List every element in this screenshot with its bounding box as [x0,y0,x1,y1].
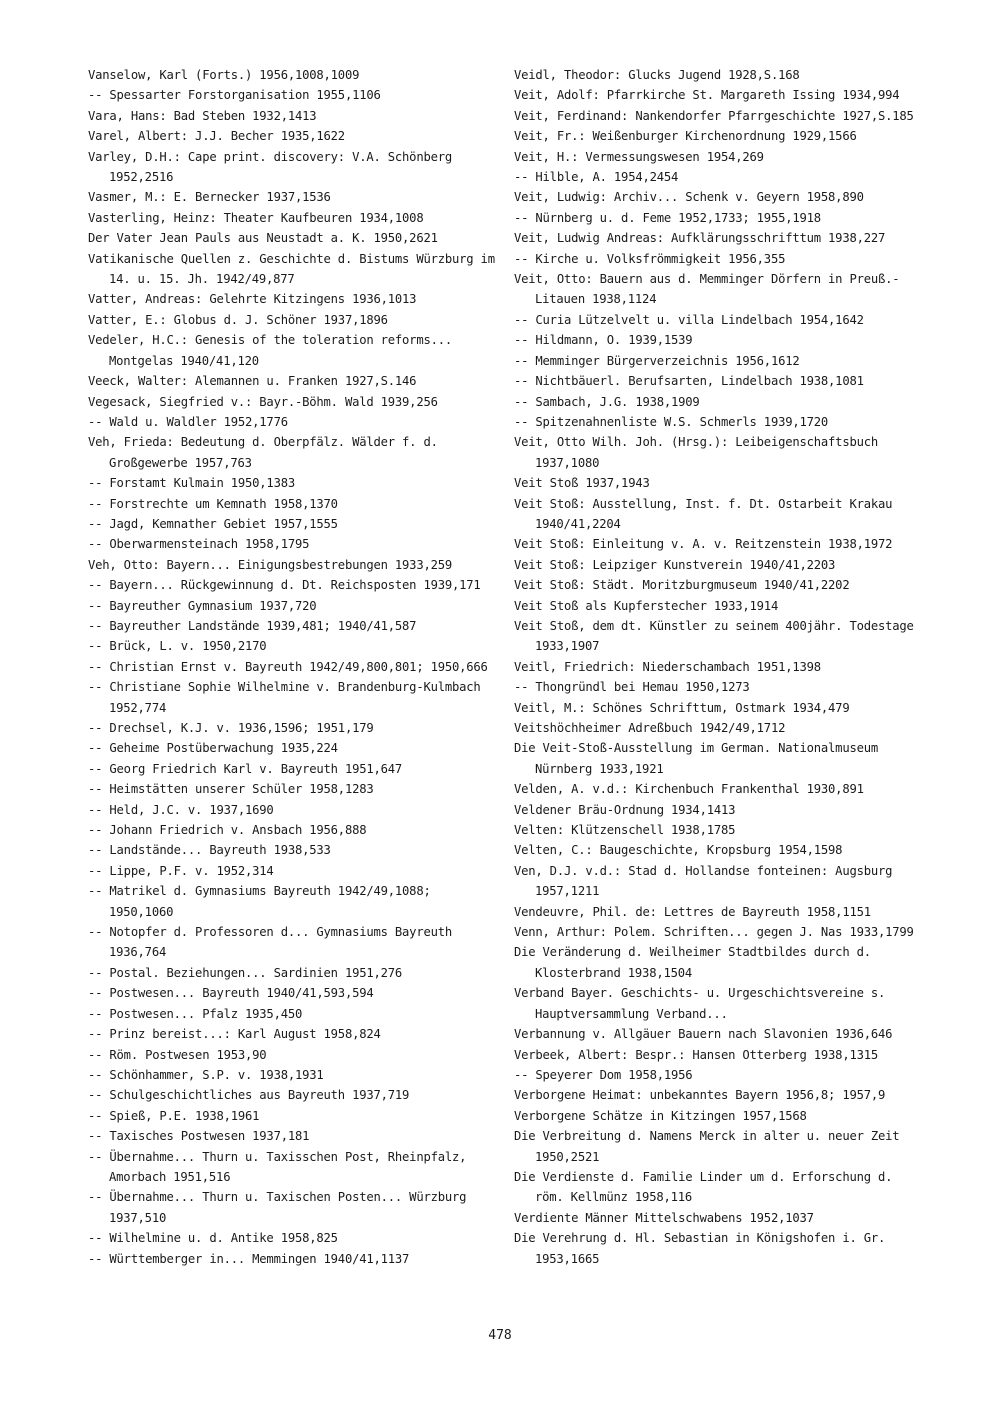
index-entry: -- Johann Friedrich v. Ansbach 1956,888 [88,823,367,838]
index-entry: -- Spitzenahnenliste W.S. Schmerls 1939,1720 [514,414,829,429]
index-entry: Veh, Frieda: Bedeutung d. Oberpfälz. Wälder f. d. Großgewerbe 1957,763 [88,435,438,470]
index-entry: Verborgene Schätze in Kitzingen 1957,1568 [514,1108,807,1123]
index-entry: Die Veränderung d. Weilheimer Stadtbildes durch d. Klosterbrand 1938,1504 [514,945,871,980]
index-entry: Varley, D.H.: Cape print. discovery: V.A. Schönberg 1952,2516 [88,149,453,185]
index-entry: -- Bayern... Rückgewinnung d. Dt. Reichsposten 1939,171 [88,578,481,593]
index-entry: Veitshöchheimer Adreßbuch 1942/49,1712 [514,721,786,735]
index-entry: Verbeek, Albert: Bespr.: Hansen Otterberg 1938,1315 [514,1047,879,1062]
index-entry: Verbannung v. Allgäuer Bauern nach Slavonien 1936,646 [514,1027,893,1042]
index-entry: -- Jagd, Kemnather Gebiet 1957,1555 [88,516,338,531]
index-entry: Die Verdienste d. Familie Linder um d. Erforschung d. röm. Kellmünz 1958,116 [514,1169,893,1205]
index-entry: Vasmer, M.: E. Bernecker 1937,1536 [88,190,331,205]
index-entry: -- Postwesen... Bayreuth 1940/41,593,594 [88,986,374,1001]
index-entry: Vasterling, Heinz: Theater Kaufbeuren 1934,1008 [88,210,424,225]
index-entry: Veit, Ludwig Andreas: Aufklärungsschrifttum 1938,227 [514,231,886,246]
index-entry: -- Speyerer Dom 1958,1956 [514,1067,693,1082]
index-entry: Veit Stoß 1937,1943 [514,476,650,491]
index-entry: Veitl, M.: Schönes Schrifttum, Ostmark 1934,479 [514,700,850,715]
index-entry: Veit, H.: Vermessungswesen 1954,269 [514,149,764,164]
index-entry: -- Übernahme... Thurn u. Taxischen Posten... Würzburg 1937,510 [88,1190,467,1225]
index-entry: Veitl, Friedrich: Niederschambach 1951,1398 [514,659,821,674]
index-entry: -- Schulgeschichtliches aus Bayreuth 1937,719 [88,1088,410,1103]
index-entry: -- Notopfer d. Professoren d... Gymnasiums Bayreuth 1936,764 [88,925,453,960]
index-entry: Veit Stoß als Kupferstecher 1933,1914 [514,598,779,613]
index-entry: Die Verehrung d. Hl. Sebastian in Königshofen i. Gr. 1953,1665 [514,1231,886,1266]
index-entry: Veit, Otto: Bauern aus d. Memminger Dörfern in Preuß.-Litauen 1938,1124 [514,272,900,307]
index-entry: Veit, Ferdinand: Nankendorfer Pfarrgeschichte 1927,S.185 [514,108,914,123]
index-entry: -- Oberwarmensteinach 1958,1795 [88,537,310,552]
index-entry: Verband Bayer. Geschichts- u. Urgeschichtsvereine s. Hauptversammlung Verband... [514,986,886,1021]
index-entry: Venn, Arthur: Polem. Schriften... gegen J. Nas 1933,1799 [514,925,914,940]
index-entry: -- Hildmann, O. 1939,1539 [514,333,693,348]
index-entry: Vatter, E.: Globus d. J. Schöner 1937,1896 [88,312,388,327]
index-entry: Veit, Ludwig: Archiv... Schenk v. Geyern 1958,890 [514,190,864,205]
index-entry: -- Schönhammer, S.P. v. 1938,1931 [88,1067,324,1082]
index-entry: -- Lippe, P.F. v. 1952,314 [88,863,274,878]
index-entry: -- Wilhelmine u. d. Antike 1958,825 [88,1231,338,1246]
index-entry: -- Matrikel d. Gymnasiums Bayreuth 1942/49,1088; 1950,1060 [88,884,431,919]
index-entry: Veit Stoß: Einleitung v. A. v. Reitzenstein 1938,1972 [514,537,893,552]
index-entry: -- Wald u. Waldler 1952,1776 [88,414,288,429]
index-entry: Ven, D.J. v.d.: Stad d. Hollandse fonteinen: Augsburg 1957,1211 [514,863,893,899]
index-entry: Vara, Hans: Bad Steben 1932,1413 [88,108,317,123]
index-entry: Veit, Fr.: Weißenburger Kirchenordnung 1929,1566 [514,129,857,144]
index-entry: Vegesack, Siegfried v.: Bayr.-Böhm. Wald 1939,256 [88,394,438,409]
index-entry: Varel, Albert: J.J. Becher 1935,1622 [88,129,345,144]
index-entry: -- Röm. Postwesen 1953,90 [88,1047,267,1062]
index-entry: -- Übernahme... Thurn u. Taxisschen Post, Rheinpfalz, Amorbach 1951,516 [88,1149,467,1184]
left-column [88,65,500,1269]
index-entry: -- Postwesen... Pfalz 1935,450 [88,1006,303,1021]
index-entry: Vedeler, H.C.: Genesis of the toleration reforms... Montgelas 1940/41,120 [88,333,453,368]
index-entry: -- Brück, L. v. 1950,2170 [88,639,267,654]
index-entry: -- Drechsel, K.J. v. 1936,1596; 1951,179 [88,721,374,735]
index-entry: -- Spieß, P.E. 1938,1961 [88,1108,260,1123]
index-entry: -- Georg Friedrich Karl v. Bayreuth 1951,647 [88,761,403,776]
index-entry: -- Memminger Bürgerverzeichnis 1956,1612 [514,353,800,368]
index-entry: -- Landstände... Bayreuth 1938,533 [88,843,331,858]
index-entry: -- Taxisches Postwesen 1937,181 [88,1129,310,1144]
index-entry: -- Forstrechte um Kemnath 1958,1370 [88,496,338,511]
index-entry: Veh, Otto: Bayern... Einigungsbestrebungen 1933,259 [88,557,453,572]
index-entry: -- Heimstätten unserer Schüler 1958,1283 [88,782,374,797]
index-entry: Die Verbreitung d. Namens Merck in alter u. neuer Zeit 1950,2521 [514,1129,900,1164]
index-entry: -- Kirche u. Volksfrömmigkeit 1956,355 [514,251,786,266]
index-entry: -- Held, J.C. v. 1937,1690 [88,802,274,817]
index-entry: Verborgene Heimat: unbekanntes Bayern 1956,8; 1957,9 [514,1088,886,1103]
right-column [514,65,924,1269]
index-entry: -- Sambach, J.G. 1938,1909 [514,394,700,409]
index-entry: -- Hilble, A. 1954,2454 [514,170,679,185]
index-entry: Vatter, Andreas: Gelehrte Kitzingens 1936,1013 [88,292,417,307]
index-entry: Verdiente Männer Mittelschwabens 1952,1037 [514,1210,814,1225]
index-entry: Vatikanische Quellen z. Geschichte d. Bistums Würzburg im 14. u. 15. Jh. 1942/49,877 [88,251,495,287]
index-entry: Veit Stoß: Ausstellung, Inst. f. Dt. Ostarbeit Krakau 1940/41,2204 [514,496,893,531]
index-entry: Velden, A. v.d.: Kirchenbuch Frankenthal 1930,891 [514,782,864,797]
index-entry: Veit, Adolf: Pfarrkirche St. Margareth Issing 1934,994 [514,88,900,103]
index-entry: -- Postal. Beziehungen... Sardinien 1951,276 [88,965,403,980]
index-entry: Vendeuvre, Phil. de: Lettres de Bayreuth 1958,1151 [514,904,871,919]
index-entry: Die Veit-Stoß-Ausstellung im German. Nationalmuseum Nürnberg 1933,1921 [514,741,879,776]
index-entry: Veit, Otto Wilh. Joh. (Hrsg.): Leibeigenschaftsbuch 1937,1080 [514,435,879,470]
index-entry: -- Forstamt Kulmain 1950,1383 [88,476,295,491]
index-entry: Der Vater Jean Pauls aus Neustadt a. K. 1950,2621 [88,231,438,246]
index-entry: -- Nichtbäuerl. Berufsarten, Lindelbach 1938,1081 [514,374,864,389]
index-entry: -- Bayreuther Gymnasium 1937,720 [88,598,317,613]
index-entry: Velten: Klützenschell 1938,1785 [514,823,736,838]
index-entry: -- Thongründl bei Hemau 1950,1273 [514,680,750,695]
index-entry: -- Prinz bereist...: Karl August 1958,824 [88,1027,381,1042]
index-entry: Veeck, Walter: Alemannen u. Franken 1927,S.146 [88,374,417,389]
index-entry: -- Curia Lützelvelt u. villa Lindelbach 1954,1642 [514,312,864,327]
index-entry: -- Geheime Postüberwachung 1935,224 [88,741,338,756]
index-entry: Veit Stoß: Städt. Moritzburgmuseum 1940/41,2202 [514,578,850,593]
index-entry: Velten, C.: Baugeschichte, Kropsburg 1954,1598 [514,843,843,858]
page-number: 478 [488,1328,512,1343]
index-entry: Veit Stoß, dem dt. Künstler zu seinem 400jähr. Todestage 1933,1907 [514,618,914,654]
index-entry: -- Württemberger in... Memmingen 1940/41,1137 [88,1251,410,1266]
index-entry: -- Christiane Sophie Wilhelmine v. Brandenburg-Kulmbach 1952,774 [88,680,481,715]
index-entry: Veidl, Theodor: Glucks Jugend 1928,S.168 [514,68,800,82]
index-entry: -- Spessarter Forstorganisation 1955,1106 [88,88,381,103]
index-entry: -- Christian Ernst v. Bayreuth 1942/49,800,801; 1950,666 [88,659,488,674]
index-entry: Veit Stoß: Leipziger Kunstverein 1940/41,2203 [514,557,836,572]
index-entry: -- Bayreuther Landstände 1939,481; 1940/41,587 [88,618,417,633]
index-entry: -- Nürnberg u. d. Feme 1952,1733; 1955,1918 [514,210,821,225]
index-entry: Veldener Bräu-Ordnung 1934,1413 [514,802,736,817]
index-entry: Vanselow, Karl (Forts.) 1956,1008,1009 [88,68,360,82]
